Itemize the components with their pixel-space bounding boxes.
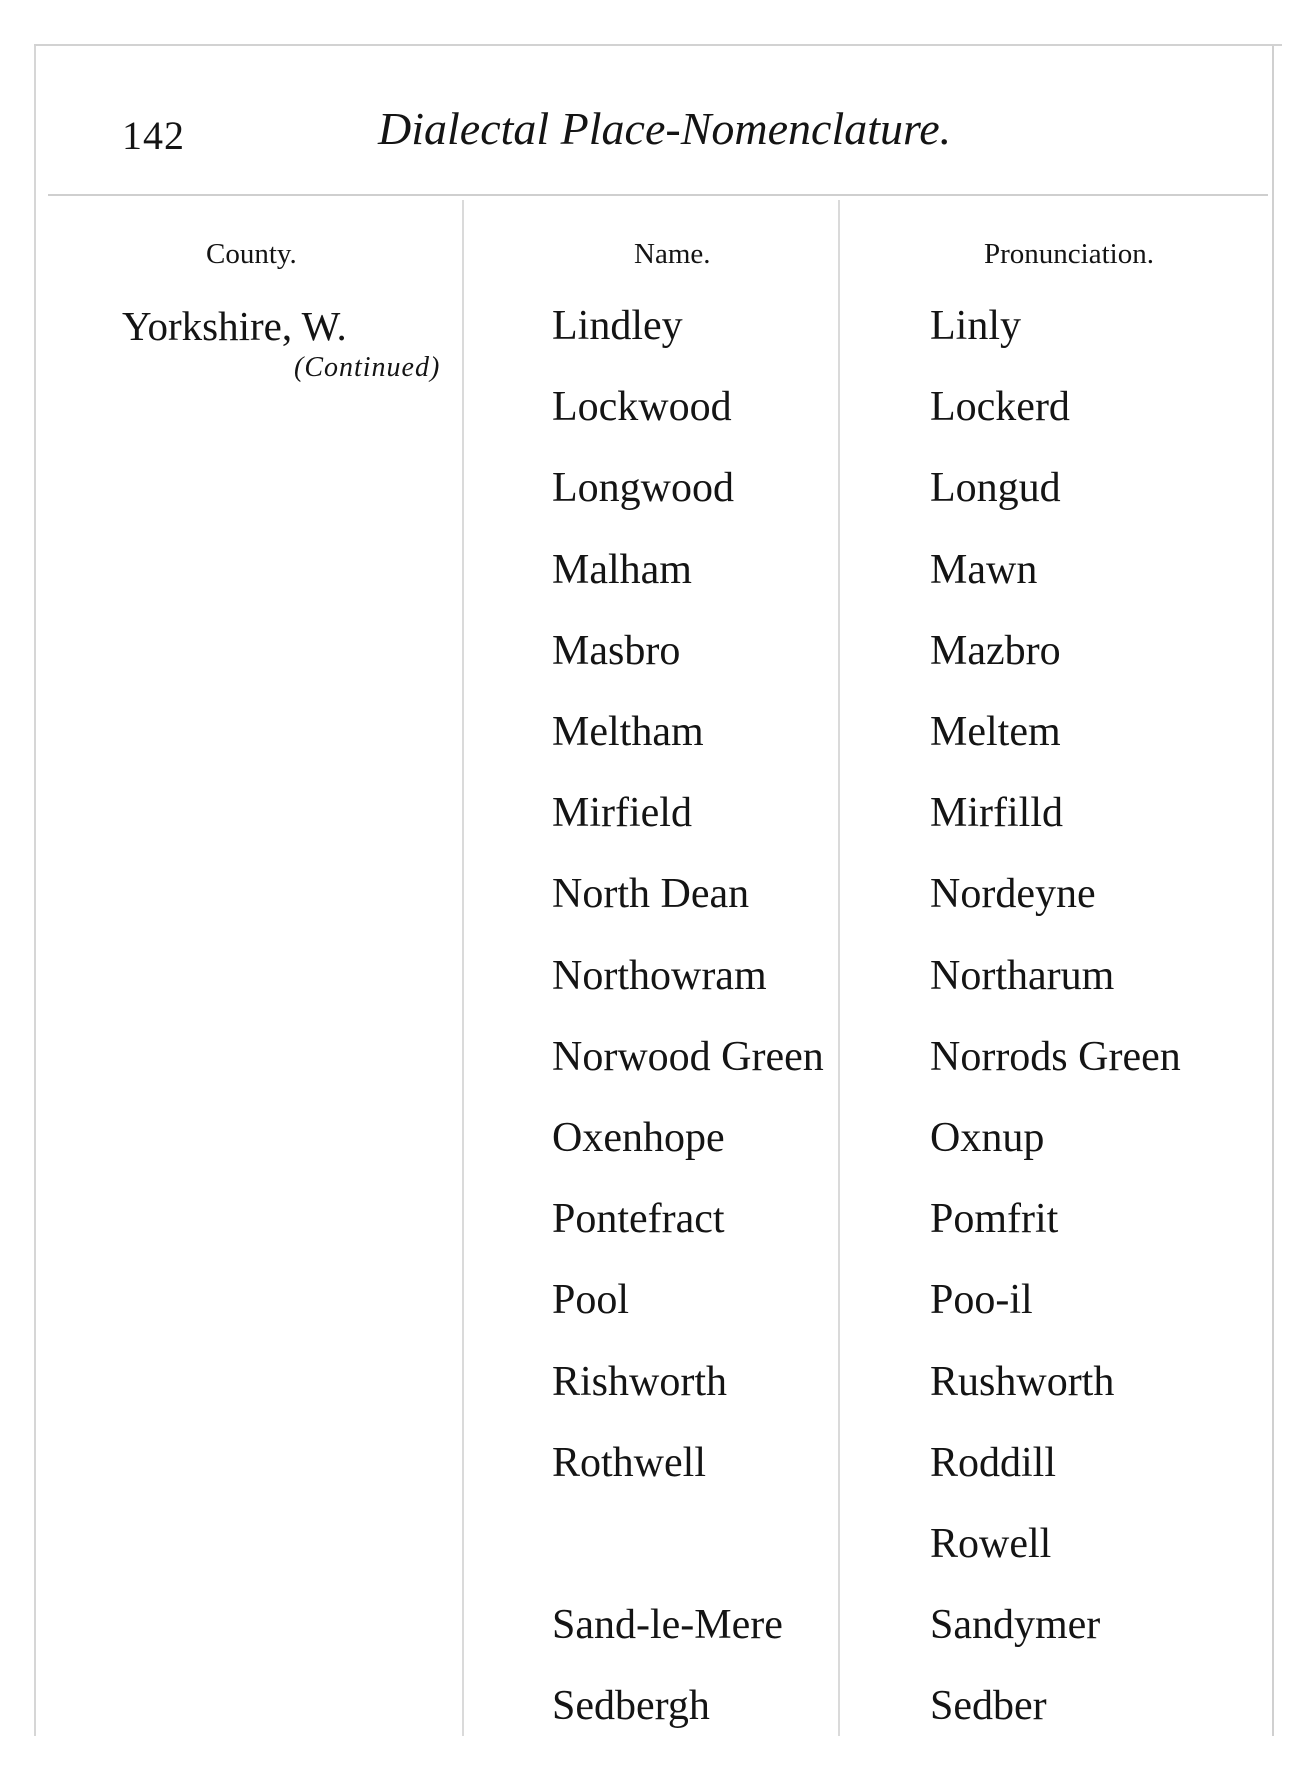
table-row [0,1193,1298,1274]
place-pronunciation: Oxnup [930,1115,1045,1161]
place-pronunciation: Pomfrit [930,1196,1059,1243]
place-pronunciation: Norrods Green [930,1033,1181,1080]
running-title: Dialectal Place-Nomenclature. [378,103,952,154]
column-header-name: Name. [634,238,711,270]
place-name: Oxenhope [552,1115,725,1161]
county-name: Yorkshire, W. [122,303,347,349]
place-name: Lindley [552,303,683,349]
place-pronunciation: Northarum [930,952,1115,999]
place-name: Sand-le-Mere [552,1602,783,1649]
place-pronunciation: Lockerd [930,384,1070,431]
table-row [0,706,1298,787]
page-number: 142 [122,113,185,158]
place-pronunciation: Roddill [930,1439,1057,1486]
table-row [0,625,1298,706]
place-name: Northowram [552,952,767,999]
place-pronunciation: Longud [930,465,1061,512]
place-name: Mirfield [552,790,692,837]
place-pronunciation: Rushworth [930,1358,1115,1405]
place-name: Masbro [552,627,681,674]
table-row [0,1680,1298,1761]
place-name: Lockwood [552,384,732,431]
place-name: Rothwell [552,1439,706,1486]
place-name: Sedbergh [552,1683,710,1730]
place-pronunciation: Sedber [930,1683,1047,1730]
table-row [0,1274,1298,1355]
table-row [0,1437,1298,1518]
place-pronunciation: Meltem [930,709,1061,755]
place-name: Malham [552,546,692,593]
place-name: Norwood Green [552,1033,824,1080]
place-name: Pontefract [552,1196,725,1243]
place-name: Rishworth [552,1358,728,1405]
place-pronunciation: Mirfilld [930,790,1063,837]
table-row [0,300,1298,381]
table-row [0,1518,1298,1599]
table-row [0,462,1298,543]
place-name: Pool [552,1277,630,1324]
table-row [0,381,1298,462]
table-row [0,950,1298,1031]
place-pronunciation: Rowell [930,1521,1052,1567]
table-row [0,1031,1298,1112]
column-header-pronunciation: Pronunciation. [984,238,1154,270]
table-row [0,1112,1298,1193]
column-header-county: County. [206,238,297,270]
place-pronunciation: Sandymer [930,1602,1101,1649]
place-pronunciation: Linly [930,303,1021,349]
table-row [0,1356,1298,1437]
table-row [0,1599,1298,1680]
place-pronunciation: Nordeyne [930,871,1096,918]
place-pronunciation: Mawn [930,546,1038,593]
table-row [0,868,1298,949]
place-pronunciation: Poo-il [930,1277,1033,1324]
place-name: Longwood [552,465,734,512]
place-name: North Dean [552,871,750,918]
table-row [0,787,1298,868]
county-continued-note: (Continued) [294,352,441,383]
table-row [0,544,1298,625]
place-pronunciation: Mazbro [930,627,1061,674]
place-name: Meltham [552,709,704,755]
